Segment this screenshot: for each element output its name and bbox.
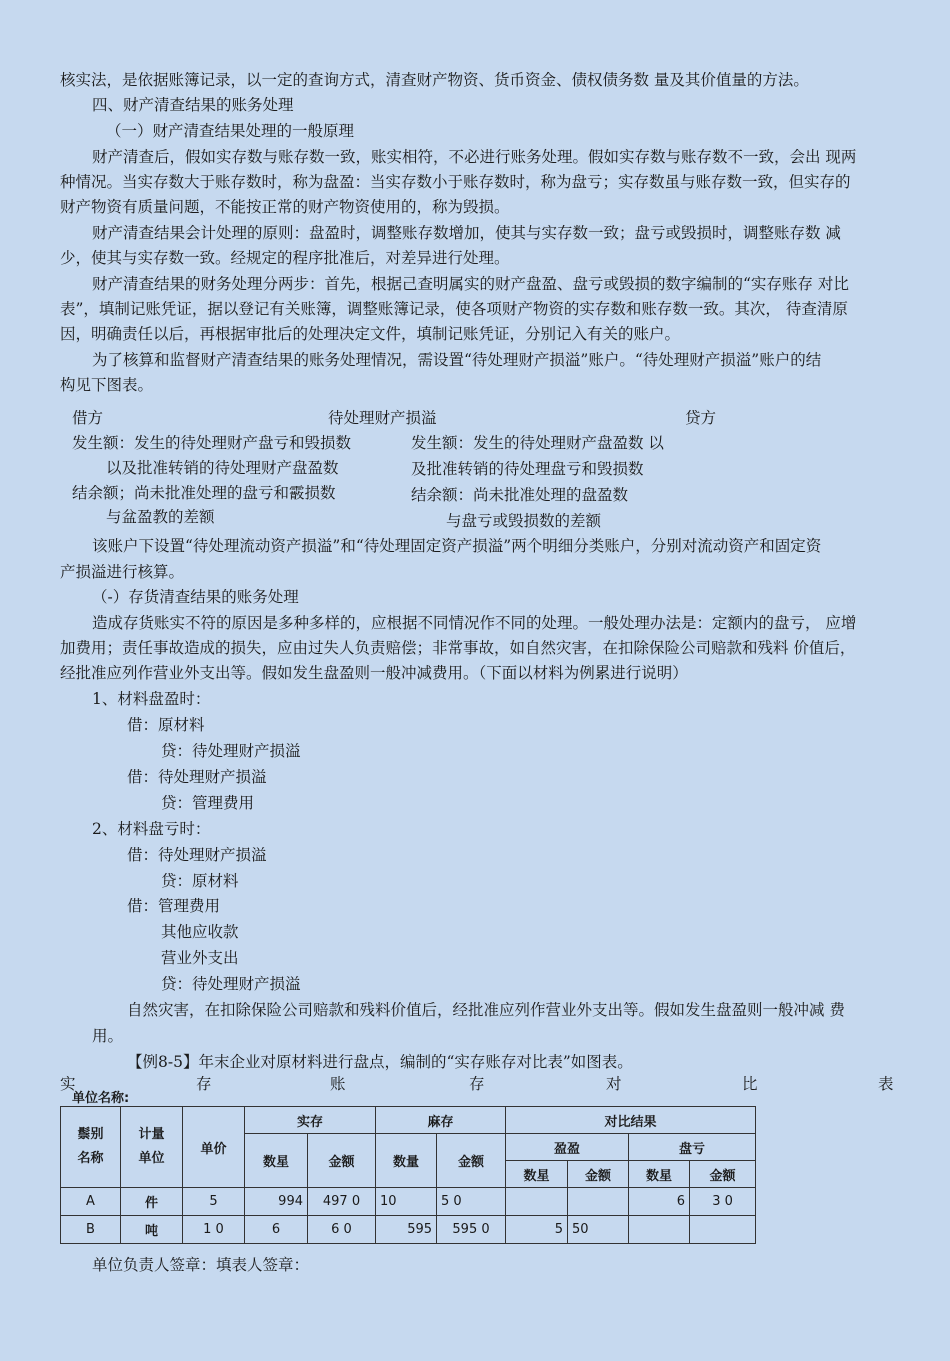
cell-actual-qty: 6 xyxy=(245,1216,308,1244)
t-account-credit-label: 贷方 xyxy=(685,409,717,427)
cell-actual-amount: 6 0 xyxy=(308,1216,376,1244)
text-line: 1、材料盘盈时： xyxy=(92,690,211,708)
text-line: 种情况。当实存数大于账存数时，称为盘盈：当实存数小于账存数时，称为盘亏；实存数虽与账存数一致，但实存的 xyxy=(60,173,851,191)
cell-gain-amount xyxy=(568,1188,629,1216)
t-account-debit-label: 借方 xyxy=(72,409,104,427)
table-title-char: 比 xyxy=(742,1075,758,1093)
table-title-char: 实 xyxy=(60,1075,76,1093)
header-actual-amount: 金额 xyxy=(308,1134,376,1188)
t-account-right-line: 发生额：发生的待处理财产盘盈数 以 xyxy=(411,434,664,452)
table-title-char: 对 xyxy=(606,1075,622,1093)
text-line: 财产清查后，假如实存数与账存数一致，账实相符，不必进行账务处理。假如实存数与账存数不一致，会出 现两 xyxy=(92,148,857,166)
t-account-left-line: 发生额：发生的待处理财产盘亏和毁损数 xyxy=(72,434,352,452)
subsection-heading: （-）存货清查结果的账务处理 xyxy=(92,588,299,606)
cell-actual-amount: 497 0 xyxy=(308,1188,376,1216)
table-row xyxy=(61,1188,756,1216)
t-account-left-line: 与盆盈教的差额 xyxy=(106,508,215,526)
cell-name: B xyxy=(61,1216,121,1244)
header-actual-qty: 数星 xyxy=(245,1134,308,1188)
t-account-left-line: 以及批准转销的待处理财产盘盈数 xyxy=(106,459,339,477)
cell-actual-qty: 994 xyxy=(245,1188,308,1216)
cell-book-qty: 595 xyxy=(376,1216,437,1244)
header-book: 麻存 xyxy=(376,1107,506,1134)
t-account-title: 待处理财产损溢 xyxy=(328,409,437,427)
journal-entry: 借：待处理财产损溢 xyxy=(127,768,267,786)
header-gain: 盈盈 xyxy=(506,1134,629,1161)
text-line: 表”，填制记账凭证，据以登记有关账簿，调整账簿记录，使各项财产物资的实存数和账存数一致。其次， 待查清原 xyxy=(60,300,848,318)
journal-entry: 贷：原材料 xyxy=(161,872,239,890)
cell-name: A xyxy=(61,1188,121,1216)
cell-loss-qty: 6 xyxy=(629,1188,690,1216)
cell-loss-amount: 3 0 xyxy=(690,1188,756,1216)
example-caption: 【例8-5】年末企业对原材料进行盘点，编制的“实存账存对比表”如图表。 xyxy=(127,1053,633,1071)
table-title-char: 存 xyxy=(469,1075,485,1093)
inventory-comparison-table xyxy=(60,1106,756,1244)
journal-entry: 借：管理费用 xyxy=(127,897,221,915)
header-result: 对比结果 xyxy=(506,1107,756,1134)
table-title-char: 账 xyxy=(330,1075,346,1093)
cell-price: 5 xyxy=(183,1188,245,1216)
text-line: 自然灾害，在扣除保险公司赔款和残料价值后，经批准应列作营业外支出等。假如发生盘盈则一般冲减 费 xyxy=(127,1001,845,1019)
text-line: 2、材料盘亏时： xyxy=(92,820,211,838)
cell-book-amount: 5 0 xyxy=(437,1188,506,1216)
text-line: 财产清查结果会计处理的原则：盘盈时，调整账存数增加，使其与实存数一致；盘亏或毁损时，调整账存数 减 xyxy=(92,224,841,242)
journal-entry: 贷：待处理财产损溢 xyxy=(161,742,301,760)
journal-entry: 贷：待处理财产损溢 xyxy=(161,975,301,993)
text-line: 产损溢进行核算。 xyxy=(60,563,185,581)
header-loss-qty: 数星 xyxy=(629,1161,690,1188)
cell-gain-qty: 5 xyxy=(506,1216,568,1244)
text-line: 造成存货账实不符的原因是多种多样的，应根据不同情况作不同的处理。一般处理办法是：定额内的盘亏， 应增 xyxy=(92,614,857,632)
section-heading: 四、财产清查结果的账务处理 xyxy=(92,96,294,114)
cell-gain-amount: 50 xyxy=(568,1216,629,1244)
header-gain-qty: 数星 xyxy=(506,1161,568,1188)
table-title-char: 存 xyxy=(196,1075,212,1093)
text-line: 财产清查结果的财务处理分两步：首先，根据己查明属实的财产盘盈、盘亏或毁损的数字编制的“实存账存 对比 xyxy=(92,275,849,293)
header-gain-amount: 金额 xyxy=(568,1161,629,1188)
t-account-right-line: 及批准转销的待处理盘亏和毁损数 xyxy=(411,460,644,478)
text-line: 用。 xyxy=(92,1027,124,1045)
journal-entry: 借：待处理财产损溢 xyxy=(127,846,267,864)
journal-entry: 借：原材料 xyxy=(127,716,205,734)
text-line: 财产物资有质量问题，不能按正常的财产物资使用的，称为毁损。 xyxy=(60,198,510,216)
header-unit: 计量 单位 xyxy=(121,1107,183,1188)
cell-loss-qty xyxy=(629,1216,690,1244)
header-loss: 盘亏 xyxy=(629,1134,756,1161)
unit-name-label: 单位名称: xyxy=(72,1091,130,1106)
header-category-name: 鬃别 名称 xyxy=(61,1107,121,1188)
text-line: 该账户下设置“待处理流动资产损溢”和“待处理固定资产损溢”两个明细分类账户，分别对流动资产和固定资 xyxy=(92,537,822,555)
header-loss-amount: 金额 xyxy=(690,1161,756,1188)
table-row xyxy=(61,1216,756,1244)
header-book-qty: 数量 xyxy=(376,1134,437,1188)
subsection-heading: （一）财产清查结果处理的一般原理 xyxy=(106,122,355,140)
header-book-amount: 金额 xyxy=(437,1134,506,1188)
text-line: 经批准应列作营业外支出等。假如发生盘盈则一般冲减费用。（下面以材料为例累进行说明） xyxy=(60,664,688,682)
text-line: 为了核算和监督财产清查结果的账务处理情况，需设置“待处理财产损溢”账户。“待处理财产损溢”账户的结 xyxy=(92,351,822,369)
text-line: 加费用；责任事故造成的损失，应由过失人负责赔偿；非常事故，如自然灾害，在扣除保险公司赔款和残料 价值后， xyxy=(60,639,856,657)
header-unit-price: 单价 xyxy=(183,1107,245,1188)
cell-unit: 件 xyxy=(121,1188,183,1216)
cell-price: 1 0 xyxy=(183,1216,245,1244)
journal-entry: 营业外支出 xyxy=(161,949,239,967)
cell-book-qty: 10 xyxy=(376,1188,437,1216)
cell-loss-amount xyxy=(690,1216,756,1244)
header-actual: 实存 xyxy=(245,1107,376,1134)
t-account-right-line: 与盘亏或毁损数的差额 xyxy=(446,512,602,530)
text-line: 核实法，是依据账簿记录，以一定的查询方式，清查财产物资、货币资金、债权债务数 量及其价值量的方法。 xyxy=(60,71,809,89)
cell-gain-qty xyxy=(506,1188,568,1216)
signature-line: 单位负责人签章：填表人签章： xyxy=(92,1256,310,1274)
text-line: 因，明确责任以后，再根据审批后的处理决定文件，填制记账凭证，分别记入有关的账户。 xyxy=(60,325,681,343)
t-account-left-line: 结余额；尚未批准处理的盘亏和霰损数 xyxy=(72,484,336,502)
cell-unit: 吨 xyxy=(121,1216,183,1244)
journal-entry: 贷：管理费用 xyxy=(161,794,255,812)
journal-entry: 其他应收款 xyxy=(161,923,239,941)
text-line: 少，使其与实存数一致。经规定的程序批准后，对差异进行处理。 xyxy=(60,249,510,267)
table-title-char: 表 xyxy=(878,1075,894,1093)
cell-book-amount: 595 0 xyxy=(437,1216,506,1244)
text-line: 构见下图表。 xyxy=(60,376,154,394)
t-account-right-line: 结余额：尚未批准处理的盘盈数 xyxy=(411,486,629,504)
